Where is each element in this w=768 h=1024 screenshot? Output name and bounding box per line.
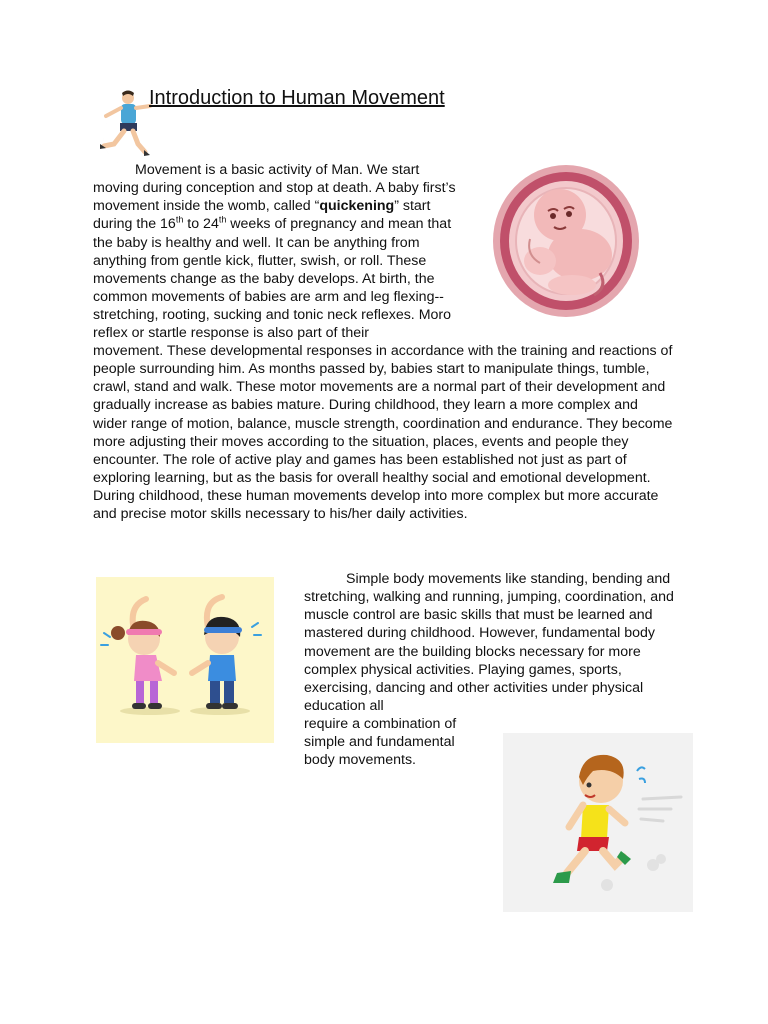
text-run: ” start during the 16 <box>93 198 431 233</box>
text-run: Movement is a basic activity of Man. We start moving during conception and stop at death. A baby first’s movement inside the womb, called “ <box>93 162 456 215</box>
paragraph-1-continued: movement. These developmental responses in accordance with the training and reactions of people surrounding him. As months passed by, babies start to manipulate things, tumble, crawl, stand and walk. These motor movements are a normal part of their development and gradually increase as babies mature. During childhood, they learn a more complex and wider range of motion, balance, muscle strength, coordination and endurance. They become more adjusting their moves according to the situation, places, events and people they encounter. The role of active play and games has been established not just as part of exploring learning, but as the basis for overall healthy social and emotional development. During childhood, these human movements develop into more complex but more accurate and precise motor skills necessary to his/her daily activities. <box>93 343 673 523</box>
paragraph-1-intro <box>93 161 465 343</box>
running-boy-image <box>503 733 693 912</box>
page-title: Introduction to Human Movement <box>149 87 445 109</box>
keyword-quickening: quickening <box>319 198 395 215</box>
fetus-in-womb-image <box>490 163 642 320</box>
kids-stretching-image <box>96 577 274 743</box>
text-run: Simple body movements like standing, bending and stretching, walking and running, jumping, coordination, and muscle control are basic skills that must be learned and mastered during childhood. However, fundamental body movement are the building blocks necessary for more complex physical activities. Playing games, sports, exercising, dancing and other activities under physical education all <box>304 571 674 715</box>
paragraph-2 <box>304 570 676 715</box>
superscript: th <box>175 214 184 225</box>
text-run: weeks of pregnancy and mean that the baby is healthy and well. It can be anything from anything from gentle kick, flutter, swish, or roll. These movements change as the baby develops. At birth, the common movements of babies are arm and leg flexing--stretching, rooting, sucking and tonic neck reflexes. Moro reflex or startle response is also part of their <box>93 216 452 342</box>
text-run: to 24 <box>183 216 219 233</box>
superscript: th <box>218 214 227 225</box>
paragraph-2-continued: require a combination of simple and fundamental body movements. <box>304 716 457 769</box>
